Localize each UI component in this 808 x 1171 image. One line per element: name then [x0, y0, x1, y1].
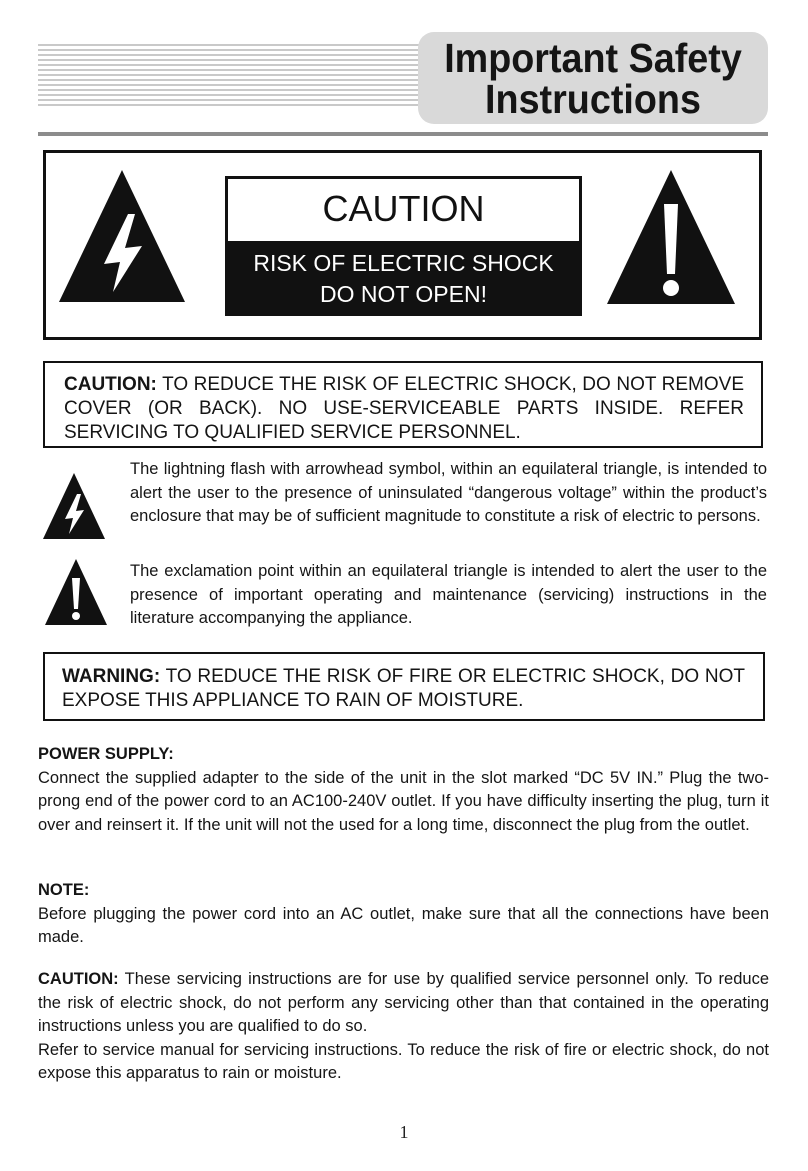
lightning-symbol-explanation: The lightning flash with arrowhead symbol, within an equilateral triangle, is intended to alert the user to the presence of uninsulated “dangerous voltage” within the product’s enclosure that may be of sufficient magnitude to constitute a risk of electric to persons. — [130, 460, 767, 525]
caution-service-text2: Refer to service manual for servicing instructions. To reduce the risk of fire or electric shock, do not expose this apparatus to rain or moisture. — [38, 1040, 769, 1082]
caution-notice-text: TO REDUCE THE RISK OF ELECTRIC SHOCK, DO NOT REMOVE COVER (OR BACK). NO USE-SERVICEABLE PARTS INSIDE. REFER SERVICING TO QUALIFIED SERVICE PERSONNEL. — [64, 374, 744, 443]
note-heading: NOTE: — [38, 881, 90, 899]
page-title — [432, 35, 754, 122]
page-title-line2: Instructions — [485, 76, 701, 122]
caution-service-section — [38, 968, 769, 1086]
power-supply-section — [38, 743, 769, 837]
small-lightning-triangle-icon — [42, 472, 106, 540]
power-supply-text: Connect the supplied adapter to the side of the unit in the slot marked “DC 5V IN.” Plug the two-prong end of the power cord to an AC100-240V outlet. If you have difficulty inserting the plug, turn it over and reinsert it. If the unit will not the used for a long time, disconnect the plug from the outlet. — [38, 768, 769, 834]
warning-notice-box — [43, 652, 765, 721]
page-number: 1 — [399, 1122, 409, 1142]
note-section — [38, 879, 769, 950]
caution-band — [228, 241, 579, 316]
lightning-triangle-icon — [58, 168, 186, 304]
caution-service-lead: CAUTION: — [38, 970, 119, 988]
caution-band-line1: RISK OF ELECTRIC SHOCK — [253, 250, 554, 276]
caution-notice-box — [43, 361, 763, 448]
exclamation-triangle-icon — [606, 168, 736, 306]
page-title-line1: Important Safety — [444, 35, 742, 81]
caution-band-line2: DO NOT OPEN! — [320, 281, 487, 307]
power-supply-heading: POWER SUPPLY: — [38, 745, 174, 763]
caution-service-text: These servicing instructions are for use by qualified service personnel only. To reduce the risk of electric shock, do not perform any servicing other than that contained in the operating instructions unless you are qualified to do so. — [38, 970, 769, 1035]
small-exclamation-triangle-icon — [44, 558, 108, 626]
caution-plate — [225, 176, 582, 316]
header-stripes — [38, 44, 420, 106]
warning-notice-lead: WARNING: — [62, 666, 161, 687]
note-text: Before plugging the power cord into an AC outlet, make sure that all the connections have been made. — [38, 904, 769, 946]
header-rule — [38, 132, 768, 136]
caution-word: CAUTION — [322, 188, 485, 229]
warning-notice-text: TO REDUCE THE RISK OF FIRE OR ELECTRIC SHOCK, DO NOT EXPOSE THIS APPLIANCE TO RAIN OF MOISTURE. — [62, 666, 745, 711]
exclamation-symbol-explanation: The exclamation point within an equilateral triangle is intended to alert the user to the presence of important operating and maintenance (servicing) instructions in the literature accompanying the appliance. — [130, 562, 767, 627]
caution-notice-lead: CAUTION: — [64, 374, 157, 395]
